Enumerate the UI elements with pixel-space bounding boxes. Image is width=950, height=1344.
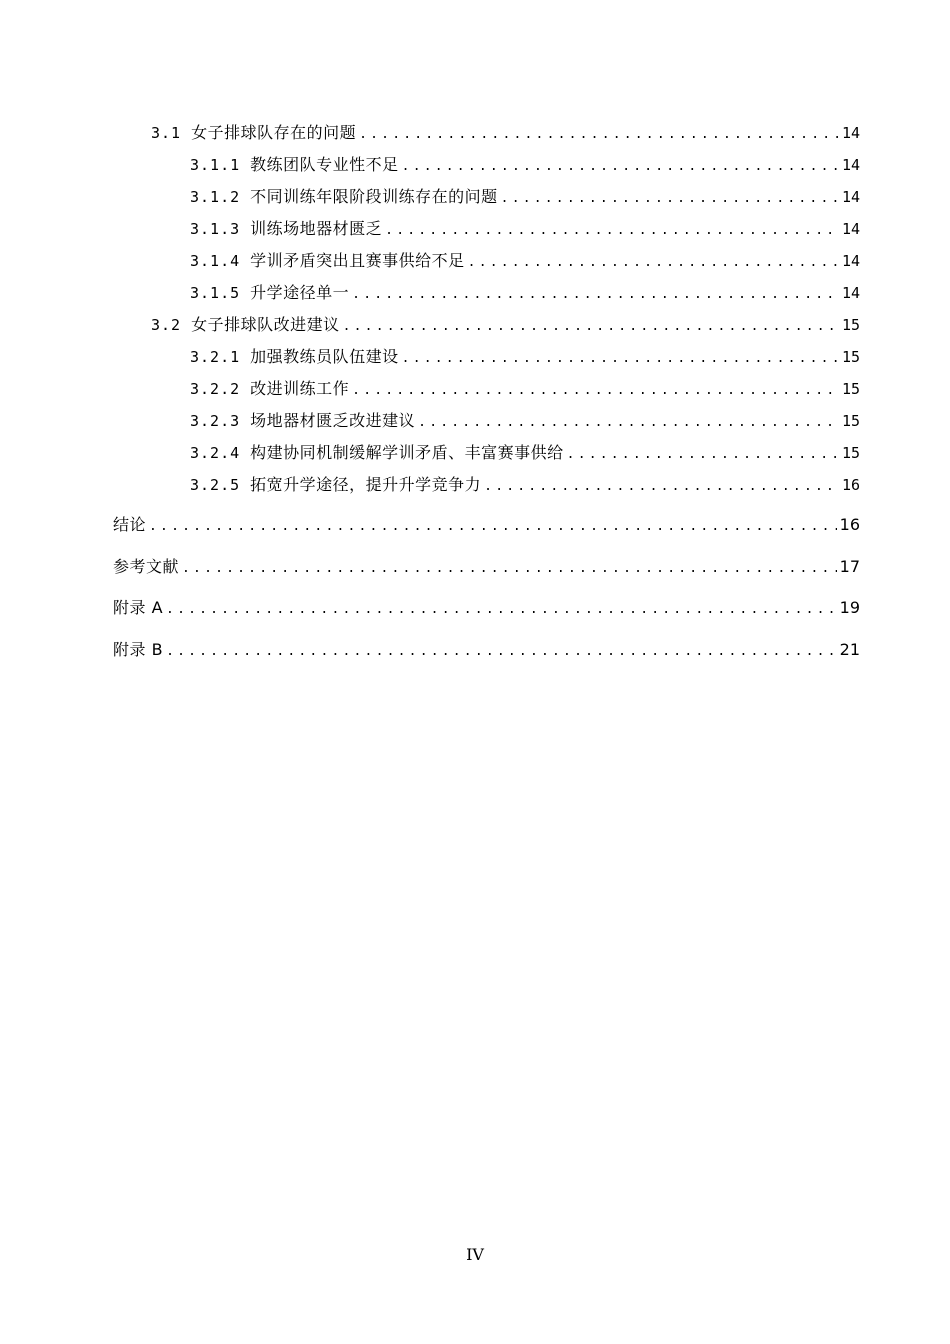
toc-entry-page: 17: [839, 557, 860, 576]
toc-entry-number: 3.2.5: [190, 476, 241, 494]
toc-entry-title: 构建协同机制缓解学训矛盾、丰富赛事供给: [250, 443, 564, 462]
toc-entry-title: 训练场地器材匮乏: [250, 219, 383, 238]
toc-leader-dots: [166, 642, 837, 662]
toc-entry-3-2-2[interactable]: [190, 379, 860, 399]
toc-entry-title: 女子排球队存在的问题: [191, 123, 357, 142]
toc-entry-3-2-5[interactable]: [190, 475, 860, 495]
toc-entry-3-2-1[interactable]: [190, 347, 860, 367]
toc-entry-3-2-4[interactable]: [190, 443, 860, 463]
toc-leader-dots: [418, 413, 839, 433]
toc-leader-dots: [402, 349, 839, 369]
toc-entry-3-1[interactable]: [151, 123, 860, 143]
toc-leader-dots: [501, 189, 839, 209]
toc-entry-page: 16: [839, 515, 860, 534]
toc-entry-title: 加强教练员队伍建设: [250, 347, 399, 366]
toc-entry-page: 15: [841, 380, 860, 398]
toc-leader-dots: [484, 477, 839, 497]
toc-entry-number: 3.1: [151, 124, 182, 142]
toc-leader-dots: [182, 559, 837, 579]
toc-entry-3-1-5[interactable]: [190, 283, 860, 303]
toc-entry-page: 14: [841, 124, 860, 142]
toc-leader-dots: [352, 285, 839, 305]
toc-entry-page: 14: [841, 252, 860, 270]
toc-entry-page: 21: [839, 640, 860, 659]
toc-entry-page: 19: [839, 598, 860, 617]
toc-entry-number: 3.2.1: [190, 348, 241, 366]
toc-entry-title: 附录 B: [113, 640, 164, 659]
toc-entry-3-1-3[interactable]: [190, 219, 860, 239]
toc-entry-number: 3.2.3: [190, 412, 241, 430]
toc-entry-title: 附录 A: [113, 598, 164, 617]
toc-entry-page: 16: [841, 476, 860, 494]
toc-entry-3-1-2[interactable]: [190, 187, 860, 207]
toc-leader-dots: [359, 125, 839, 145]
toc-entry-title: 不同训练年限阶段训练存在的问题: [250, 187, 498, 206]
toc-entry-number: 3.1.2: [190, 188, 241, 206]
toc-entry-number: 3.1.1: [190, 156, 241, 174]
toc-entry-title: 女子排球队改进建议: [191, 315, 340, 334]
toc-leader-dots: [166, 600, 837, 620]
toc-entry-page: 14: [841, 284, 860, 302]
toc-entry-number: 3.1.3: [190, 220, 241, 238]
toc-entry-title: 教练团队专业性不足: [250, 155, 399, 174]
toc-entry-page: 15: [841, 316, 860, 334]
toc-leader-dots: [385, 221, 839, 241]
toc-entry-page: 14: [841, 220, 860, 238]
toc-entry-number: 3.2.4: [190, 444, 241, 462]
toc-entry-3-2[interactable]: [151, 315, 860, 335]
toc-leader-dots: [468, 253, 839, 273]
toc-entry-title: 学训矛盾突出且赛事供给不足: [250, 251, 465, 270]
toc-entry-number: 3.1.4: [190, 252, 241, 270]
toc-leader-dots: [149, 517, 837, 537]
toc-entry-conclusion[interactable]: [113, 515, 860, 535]
toc-entry-page: 14: [841, 188, 860, 206]
toc-entry-number: 3.1.5: [190, 284, 241, 302]
toc-entry-title: 参考文献: [113, 557, 180, 576]
toc-entry-number: 3.2.2: [190, 380, 241, 398]
toc-leader-dots: [567, 445, 839, 465]
toc-entry-title: 改进训练工作: [250, 379, 350, 398]
toc-entry-number: 3.2: [151, 316, 182, 334]
toc-entry-3-2-3[interactable]: [190, 411, 860, 431]
toc-entry-title: 场地器材匮乏改进建议: [250, 411, 416, 430]
toc-leader-dots: [343, 317, 839, 337]
toc-entry-3-1-1[interactable]: [190, 155, 860, 175]
toc-entry-appendix-a[interactable]: [113, 598, 860, 618]
toc-entry-title: 拓宽升学途径，提升升学竞争力: [250, 475, 482, 494]
toc-leader-dots: [402, 157, 839, 177]
toc-entry-page: 15: [841, 348, 860, 366]
toc-entry-page: 15: [841, 444, 860, 462]
page-number: IV: [466, 1245, 484, 1264]
toc-leader-dots: [352, 381, 839, 401]
toc-entry-3-1-4[interactable]: [190, 251, 860, 271]
toc-entry-references[interactable]: [113, 557, 860, 577]
toc-entry-appendix-b[interactable]: [113, 640, 860, 660]
toc-entry-title: 结论: [113, 515, 147, 534]
toc-entry-title: 升学途径单一: [250, 283, 350, 302]
toc-entry-page: 15: [841, 412, 860, 430]
toc-entry-page: 14: [841, 156, 860, 174]
